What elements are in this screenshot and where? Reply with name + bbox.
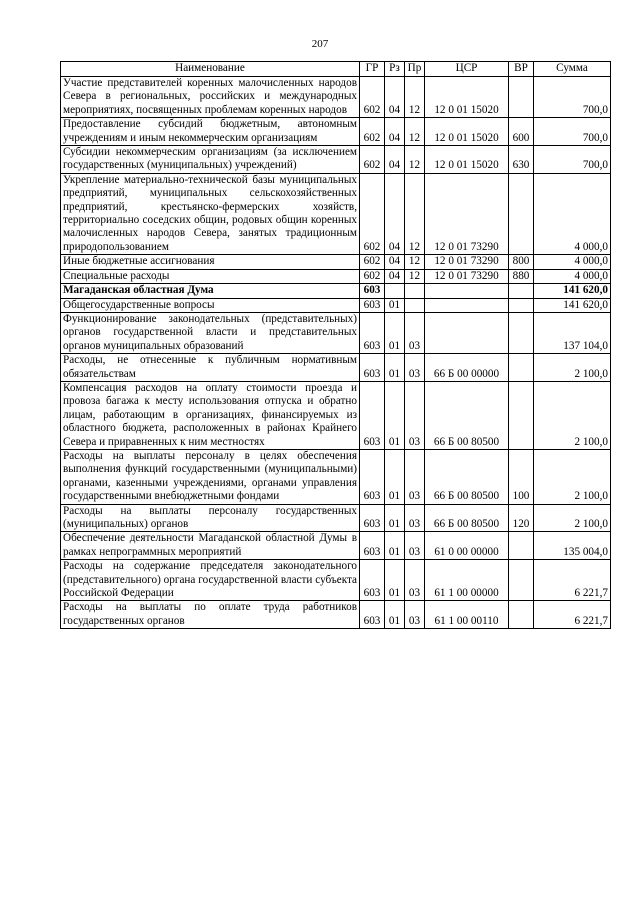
row-csr: 61 1 00 00110 <box>425 601 509 629</box>
row-vr: 120 <box>509 504 534 532</box>
row-sum: 700,0 <box>534 146 611 174</box>
row-sum: 700,0 <box>534 118 611 146</box>
row-rz: 04 <box>385 77 405 118</box>
table-row <box>61 298 611 312</box>
table-row <box>61 269 611 283</box>
row-rz: 01 <box>385 601 405 629</box>
row-name: Расходы на выплаты по оплате труда работников государственных органов <box>61 601 360 629</box>
row-vr <box>509 77 534 118</box>
row-csr <box>425 284 509 298</box>
row-vr <box>509 560 534 601</box>
row-sum: 135 004,0 <box>534 532 611 560</box>
row-rz: 04 <box>385 173 405 254</box>
row-pr <box>405 298 425 312</box>
row-pr: 03 <box>405 354 425 382</box>
row-rz: 01 <box>385 532 405 560</box>
row-sum: 700,0 <box>534 77 611 118</box>
row-name: Участие представителей коренных малочисленных народов Севера в региональных, российских и международных мероприятиях, посвященных проблемам коренных народов <box>61 77 360 118</box>
row-csr: 61 0 00 00000 <box>425 532 509 560</box>
row-rz: 04 <box>385 255 405 269</box>
row-csr <box>425 312 509 353</box>
row-name: Расходы, не отнесенные к публичным нормативным обязательствам <box>61 354 360 382</box>
header-vr: ВР <box>509 62 534 77</box>
row-pr: 03 <box>405 449 425 504</box>
row-gr: 603 <box>360 298 385 312</box>
header-sum: Сумма <box>534 62 611 77</box>
table-row <box>61 381 611 449</box>
row-sum: 4 000,0 <box>534 269 611 283</box>
row-rz: 04 <box>385 146 405 174</box>
row-gr: 602 <box>360 269 385 283</box>
table-header-row <box>61 62 611 77</box>
table-row <box>61 284 611 298</box>
row-gr: 603 <box>360 354 385 382</box>
row-pr: 12 <box>405 269 425 283</box>
row-vr: 100 <box>509 449 534 504</box>
row-pr <box>405 284 425 298</box>
row-sum: 2 100,0 <box>534 381 611 449</box>
table-row <box>61 560 611 601</box>
row-sum: 2 100,0 <box>534 354 611 382</box>
row-csr: 61 1 00 00000 <box>425 560 509 601</box>
table-row <box>61 449 611 504</box>
row-name: Магаданская областная Дума <box>61 284 360 298</box>
row-sum: 2 100,0 <box>534 449 611 504</box>
row-gr: 603 <box>360 560 385 601</box>
row-gr: 603 <box>360 504 385 532</box>
row-name: Расходы на выплаты персоналу государственных (муниципальных) органов <box>61 504 360 532</box>
row-sum: 6 221,7 <box>534 601 611 629</box>
table-row <box>61 354 611 382</box>
row-csr: 12 0 01 15020 <box>425 77 509 118</box>
table-row <box>61 532 611 560</box>
row-vr <box>509 173 534 254</box>
row-pr: 03 <box>405 312 425 353</box>
row-csr: 12 0 01 15020 <box>425 146 509 174</box>
row-pr: 03 <box>405 601 425 629</box>
row-csr: 12 0 01 73290 <box>425 269 509 283</box>
row-vr <box>509 298 534 312</box>
row-csr: 66 Б 00 80500 <box>425 381 509 449</box>
row-gr: 603 <box>360 284 385 298</box>
row-rz: 04 <box>385 269 405 283</box>
row-gr: 603 <box>360 312 385 353</box>
row-gr: 603 <box>360 381 385 449</box>
table-row <box>61 77 611 118</box>
header-csr: ЦСР <box>425 62 509 77</box>
row-sum: 141 620,0 <box>534 284 611 298</box>
row-sum: 4 000,0 <box>534 173 611 254</box>
row-gr: 602 <box>360 77 385 118</box>
row-vr <box>509 601 534 629</box>
table-row <box>61 118 611 146</box>
row-name: Обеспечение деятельности Магаданской областной Думы в рамках непрограммных мероприятий <box>61 532 360 560</box>
row-gr: 602 <box>360 118 385 146</box>
row-rz: 01 <box>385 381 405 449</box>
row-name: Расходы на выплаты персоналу в целях обеспечения выполнения функций государственными (муниципальными) органами, казенными учреждениями, органами управления государственными внебюджетными фондами <box>61 449 360 504</box>
row-pr: 03 <box>405 504 425 532</box>
row-rz: 01 <box>385 504 405 532</box>
row-vr <box>509 381 534 449</box>
row-sum: 141 620,0 <box>534 298 611 312</box>
row-csr: 66 Б 00 80500 <box>425 504 509 532</box>
row-pr: 12 <box>405 255 425 269</box>
table-row <box>61 146 611 174</box>
row-vr <box>509 354 534 382</box>
row-name: Предоставление субсидий бюджетным, автономным учреждениям и иным некоммерческим организациям <box>61 118 360 146</box>
row-pr: 12 <box>405 173 425 254</box>
row-gr: 603 <box>360 532 385 560</box>
row-rz: 01 <box>385 298 405 312</box>
row-name: Компенсация расходов на оплату стоимости проезда и провоза багажа к месту использования отпуска и обратно лицам, работающим в организациях, финансируемых из областного бюджета, расположенных в районах Крайнего Севера и приравненных к ним местностях <box>61 381 360 449</box>
row-pr: 03 <box>405 381 425 449</box>
row-vr: 630 <box>509 146 534 174</box>
row-pr: 03 <box>405 560 425 601</box>
row-vr <box>509 312 534 353</box>
header-pr: Пр <box>405 62 425 77</box>
row-sum: 4 000,0 <box>534 255 611 269</box>
page-number: 207 <box>311 38 329 50</box>
row-rz: 01 <box>385 449 405 504</box>
header-name: Наименование <box>61 62 360 77</box>
row-name: Функционирование законодательных (представительных) органов государственной власти и представительных органов муниципальных образований <box>61 312 360 353</box>
row-rz: 01 <box>385 354 405 382</box>
row-name: Субсидии некоммерческим организациям (за исключением государственных (муниципальных) учреждений) <box>61 146 360 174</box>
row-gr: 602 <box>360 173 385 254</box>
row-vr <box>509 532 534 560</box>
row-pr: 12 <box>405 77 425 118</box>
row-csr: 66 Б 00 00000 <box>425 354 509 382</box>
row-vr: 800 <box>509 255 534 269</box>
budget-table <box>60 61 611 629</box>
row-sum: 2 100,0 <box>534 504 611 532</box>
row-name: Специальные расходы <box>61 269 360 283</box>
row-vr <box>509 284 534 298</box>
row-pr: 03 <box>405 532 425 560</box>
row-vr: 600 <box>509 118 534 146</box>
row-csr <box>425 298 509 312</box>
row-name: Общегосударственные вопросы <box>61 298 360 312</box>
row-pr: 12 <box>405 118 425 146</box>
row-pr: 12 <box>405 146 425 174</box>
row-vr: 880 <box>509 269 534 283</box>
table-row <box>61 504 611 532</box>
row-csr: 66 Б 00 80500 <box>425 449 509 504</box>
table-row <box>61 312 611 353</box>
table-row <box>61 255 611 269</box>
row-gr: 602 <box>360 255 385 269</box>
row-gr: 603 <box>360 449 385 504</box>
row-csr: 12 0 01 15020 <box>425 118 509 146</box>
row-name: Укрепление материально-технической базы муниципальных предприятий, муниципальных сельскохозяйственных предприятий, крестьянско-фермерских хозяйств, территориально соседских общин, родовых общин коренных малочисленных народов Севера, занятых традиционным природопользованием <box>61 173 360 254</box>
row-sum: 6 221,7 <box>534 560 611 601</box>
row-rz: 01 <box>385 560 405 601</box>
row-name: Иные бюджетные ассигнования <box>61 255 360 269</box>
row-rz: 01 <box>385 312 405 353</box>
row-csr: 12 0 01 73290 <box>425 255 509 269</box>
row-rz: 04 <box>385 118 405 146</box>
row-gr: 602 <box>360 146 385 174</box>
table-row <box>61 601 611 629</box>
row-csr: 12 0 01 73290 <box>425 173 509 254</box>
table-row <box>61 173 611 254</box>
header-rz: Рз <box>385 62 405 77</box>
row-sum: 137 104,0 <box>534 312 611 353</box>
row-rz <box>385 284 405 298</box>
row-name: Расходы на содержание председателя законодательного (представительного) органа государственной власти субъекта Российской Федерации <box>61 560 360 601</box>
row-gr: 603 <box>360 601 385 629</box>
header-gr: ГР <box>360 62 385 77</box>
